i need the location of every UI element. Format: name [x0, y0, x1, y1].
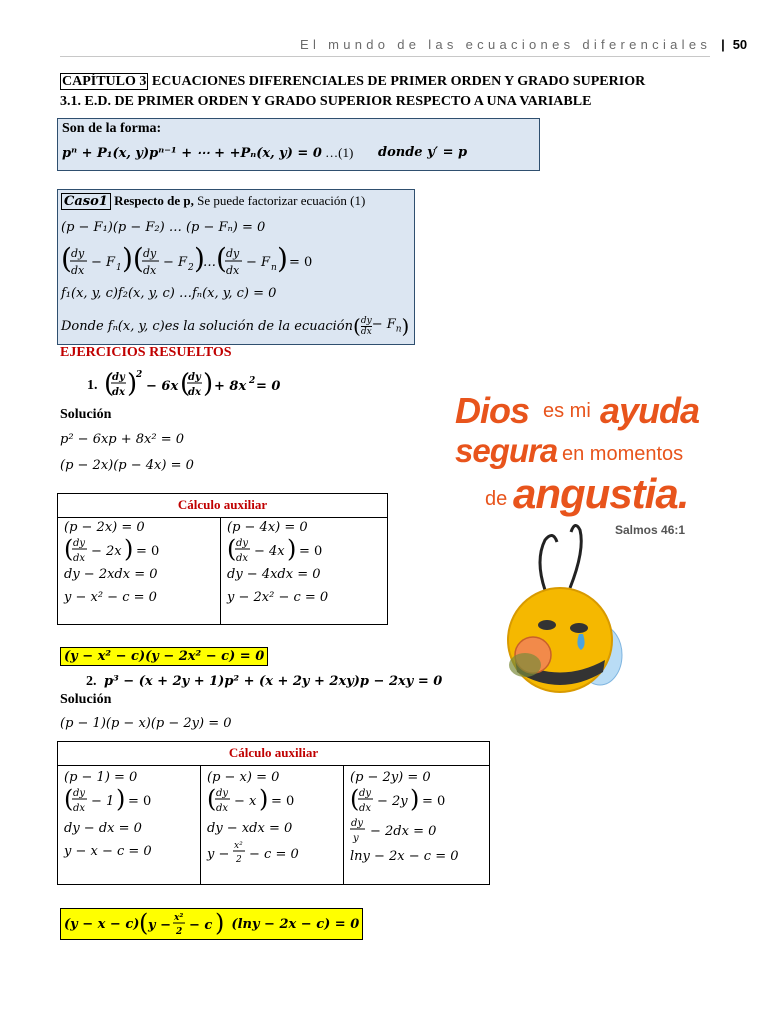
aux-title-2: Cálculo auxiliar — [228, 745, 319, 760]
fraction-product-eq — [61, 242, 313, 280]
svg-text:= 0: = 0 — [422, 794, 446, 809]
svg-text:dx: dx — [73, 803, 86, 814]
svg-text:): ) — [124, 535, 134, 563]
svg-text:dx: dx — [143, 264, 157, 277]
quote-word-ayuda: ayuda — [600, 390, 700, 431]
svg-text:dy: dy — [236, 538, 249, 549]
svg-text:− x: − x — [234, 794, 257, 809]
quote-word-angustia: angustia. — [513, 470, 689, 517]
svg-text:dy: dy — [359, 788, 372, 799]
quote-word-segura: segura — [455, 432, 558, 469]
svg-text:(: ( — [61, 242, 72, 275]
ex1-step1: p² − 6xp + 8x² = 0 — [60, 432, 185, 447]
aux1-col2: (p − 4x) = 0 ( dy dx − 4x ) = 0 dy − 4xdx = 0 y − 2x² − c = 0 — [221, 518, 388, 625]
svg-text:x²: x² — [174, 913, 184, 923]
ex1-step2: (p − 2x)(p − 4x) = 0 — [60, 458, 194, 473]
aux2-col3: (p − 2y) = 0 ( dy dx − 2y ) = 0 dy y − 2dx = 0 lny − 2x − c = 0 — [344, 766, 490, 885]
quote-word-enmomentos: en momentos — [562, 443, 684, 465]
svg-text:= 0: = 0 — [289, 255, 313, 270]
quote-word-dios: Dios — [455, 390, 530, 431]
aux2-col3-frac — [350, 785, 480, 815]
svg-text:− F: − F — [246, 255, 271, 270]
svg-text:− 4x: − 4x — [254, 544, 285, 559]
chapter-label: CAPÍTULO 3 — [62, 74, 147, 89]
ex2-result: (y − x − c) ( y − x² 2 − c ) (lny − 2x − c) = 0 — [60, 908, 363, 940]
svg-text:− 2y: − 2y — [377, 794, 408, 809]
svg-text:n: n — [271, 263, 277, 273]
aux-table-1 — [57, 493, 388, 625]
svg-text:1: 1 — [116, 263, 122, 273]
book-title: El mundo de las ecuaciones diferenciales — [300, 37, 712, 52]
aux2-col2: (p − x) = 0 ( dy dx − x ) = 0 dy − xdx = 0 y − x² 2 − c = 0 — [201, 766, 344, 885]
aux2-col2-frac — [207, 785, 327, 815]
caso-line4: Donde fₙ(x, y, c)es la solución de la ecuación ( dy dx − $F_n$ ) — [61, 314, 410, 338]
svg-text:− c: − c — [189, 918, 213, 933]
svg-text:): ) — [287, 535, 297, 563]
donde-text: donde y′ = p — [378, 145, 468, 160]
svg-text:= 0: = 0 — [299, 544, 323, 559]
aux2-col1-frac — [64, 785, 184, 815]
svg-text:2: 2 — [188, 263, 194, 273]
running-header — [300, 37, 747, 52]
svg-text:− 2dx = 0: − 2dx = 0 — [370, 824, 437, 839]
svg-text:= 0: = 0 — [136, 544, 160, 559]
svg-text:…: … — [203, 255, 216, 270]
caso-line3: f₁(x, y, c)f₂(x, y, c) …fₙ(x, y, c) = 0 — [61, 286, 277, 301]
svg-text:dy: dy — [73, 788, 86, 799]
svg-text:dy: dy — [71, 247, 85, 260]
svg-text:− 6x: − 6x — [146, 379, 179, 394]
svg-text:): ) — [410, 785, 420, 813]
exercise-2-equation: p³ − (x + 2y + 1)p² + (x + 2y + 2xy)p − 2xy = 0 — [104, 674, 443, 689]
svg-text:2: 2 — [249, 376, 256, 386]
svg-text:): ) — [215, 909, 225, 937]
caso-label: Caso1 — [61, 193, 111, 210]
svg-text:2: 2 — [176, 927, 183, 937]
exercise-2-number: 2. — [86, 674, 97, 689]
svg-text:dy: dy — [112, 372, 125, 383]
chapter-heading — [60, 74, 645, 90]
svg-text:): ) — [277, 242, 288, 275]
aux-table-2 — [57, 741, 490, 885]
header-rule — [60, 56, 710, 57]
svg-text:dx: dx — [188, 387, 201, 398]
aux2-col2-result — [207, 838, 327, 868]
svg-text:= 0: = 0 — [256, 379, 281, 394]
svg-text:(: ( — [64, 785, 74, 813]
svg-text:− 2x: − 2x — [91, 544, 122, 559]
svg-text:(: ( — [64, 535, 74, 563]
page-number: 50 — [732, 37, 748, 52]
aux2-col1: (p − 1) = 0 ( dy dx − 1 ) = 0 dy − dx = 0 y − x − c = 0 — [58, 766, 201, 885]
svg-text:x²: x² — [234, 841, 243, 851]
ejercicios-title: EJERCICIOS RESUELTOS — [60, 345, 232, 360]
quote-graphic — [455, 390, 700, 690]
svg-text:y −: y − — [207, 847, 230, 862]
svg-text:− c = 0: − c = 0 — [249, 847, 299, 862]
sad-bee-illustration — [475, 520, 635, 690]
section-heading: 3.1. E.D. DE PRIMER ORDEN Y GRADO SUPERIOR RESPECTO A UNA VARIABLE — [60, 94, 592, 109]
header-separator: | — [721, 37, 725, 52]
general-equation: pⁿ + P₁(x, y)pⁿ⁻¹ + ⋯ + +Pₙ(x, y) = 0 …(1) — [62, 145, 354, 161]
caso-heading: Caso1 Respecto de p, Se puede factorizar ecuación (1) — [61, 193, 365, 209]
svg-text:= 0: = 0 — [271, 794, 295, 809]
aux1-col2-frac — [227, 535, 357, 565]
svg-text:(: ( — [180, 369, 191, 399]
chapter-title: ECUACIONES DIFERENCIALES DE PRIMER ORDEN Y GRADO SUPERIOR — [148, 74, 646, 89]
svg-text:dy: dy — [73, 538, 86, 549]
svg-text:dy: dy — [216, 788, 229, 799]
exercise-1-equation — [104, 368, 281, 402]
aux1-col1-frac — [64, 535, 194, 565]
form-box — [57, 118, 540, 171]
svg-text:2: 2 — [236, 855, 242, 865]
svg-text:(: ( — [139, 909, 149, 937]
svg-text:= 0: = 0 — [128, 794, 152, 809]
svg-text:): ) — [259, 785, 269, 813]
svg-text:(: ( — [350, 785, 360, 813]
svg-text:y: y — [353, 833, 359, 844]
svg-text:+ 8x: + 8x — [214, 379, 247, 394]
aux1-col1: (p − 2x) = 0 ( dy dx − 2x ) = 0 dy − 2xdx = 0 y − x² − c = 0 — [58, 518, 221, 625]
svg-text:(: ( — [207, 785, 217, 813]
svg-text:dx: dx — [71, 264, 85, 277]
ex2-step1: (p − 1)(p − x)(p − 2y) = 0 — [60, 716, 232, 731]
svg-text:(: ( — [104, 369, 115, 399]
caso-line2 — [61, 242, 313, 285]
svg-text:): ) — [194, 242, 205, 275]
svg-text:)(: )( — [122, 242, 144, 275]
quote-word-esmi: es mi — [543, 400, 591, 422]
quote-reference: Salmos 46:1 — [615, 523, 686, 537]
svg-text:dx: dx — [112, 387, 125, 398]
aux-title-1: Cálculo auxiliar — [177, 497, 268, 512]
svg-text:(: ( — [227, 535, 237, 563]
ex2-result-frac — [139, 910, 231, 938]
svg-text:dy: dy — [351, 818, 364, 829]
svg-text:dy: dy — [188, 372, 201, 383]
svg-text:− F: − F — [163, 255, 188, 270]
ex1-result: (y − x² − c)(y − 2x² − c) = 0 — [60, 647, 268, 666]
svg-text:− 1: − 1 — [91, 794, 115, 809]
quote-word-de: de — [485, 488, 508, 510]
svg-text:): ) — [127, 369, 138, 399]
svg-text:dx: dx — [216, 803, 229, 814]
aux2-col3-sep — [350, 815, 480, 845]
caso-box — [57, 189, 415, 345]
svg-text:(: ( — [216, 242, 227, 275]
svg-text:− F: − F — [91, 255, 116, 270]
svg-text:): ) — [116, 785, 126, 813]
svg-text:2: 2 — [136, 370, 143, 380]
form-label: Son de la forma: — [62, 121, 162, 136]
svg-text:dx: dx — [226, 264, 240, 277]
solucion-label-2: Solución — [60, 692, 112, 707]
svg-text:dx: dx — [236, 553, 249, 564]
svg-text:dx: dx — [359, 803, 372, 814]
solucion-label-1: Solución — [60, 407, 112, 422]
svg-text:dy: dy — [143, 247, 157, 260]
svg-text:dy: dy — [226, 247, 240, 260]
exercise-1-number: 1. — [87, 378, 98, 393]
svg-text:): ) — [203, 369, 214, 399]
svg-text:dx: dx — [73, 553, 86, 564]
svg-text:y −: y − — [148, 918, 172, 933]
caso-line1: (p − F₁)(p − F₂) … (p − Fₙ) = 0 — [61, 220, 266, 235]
